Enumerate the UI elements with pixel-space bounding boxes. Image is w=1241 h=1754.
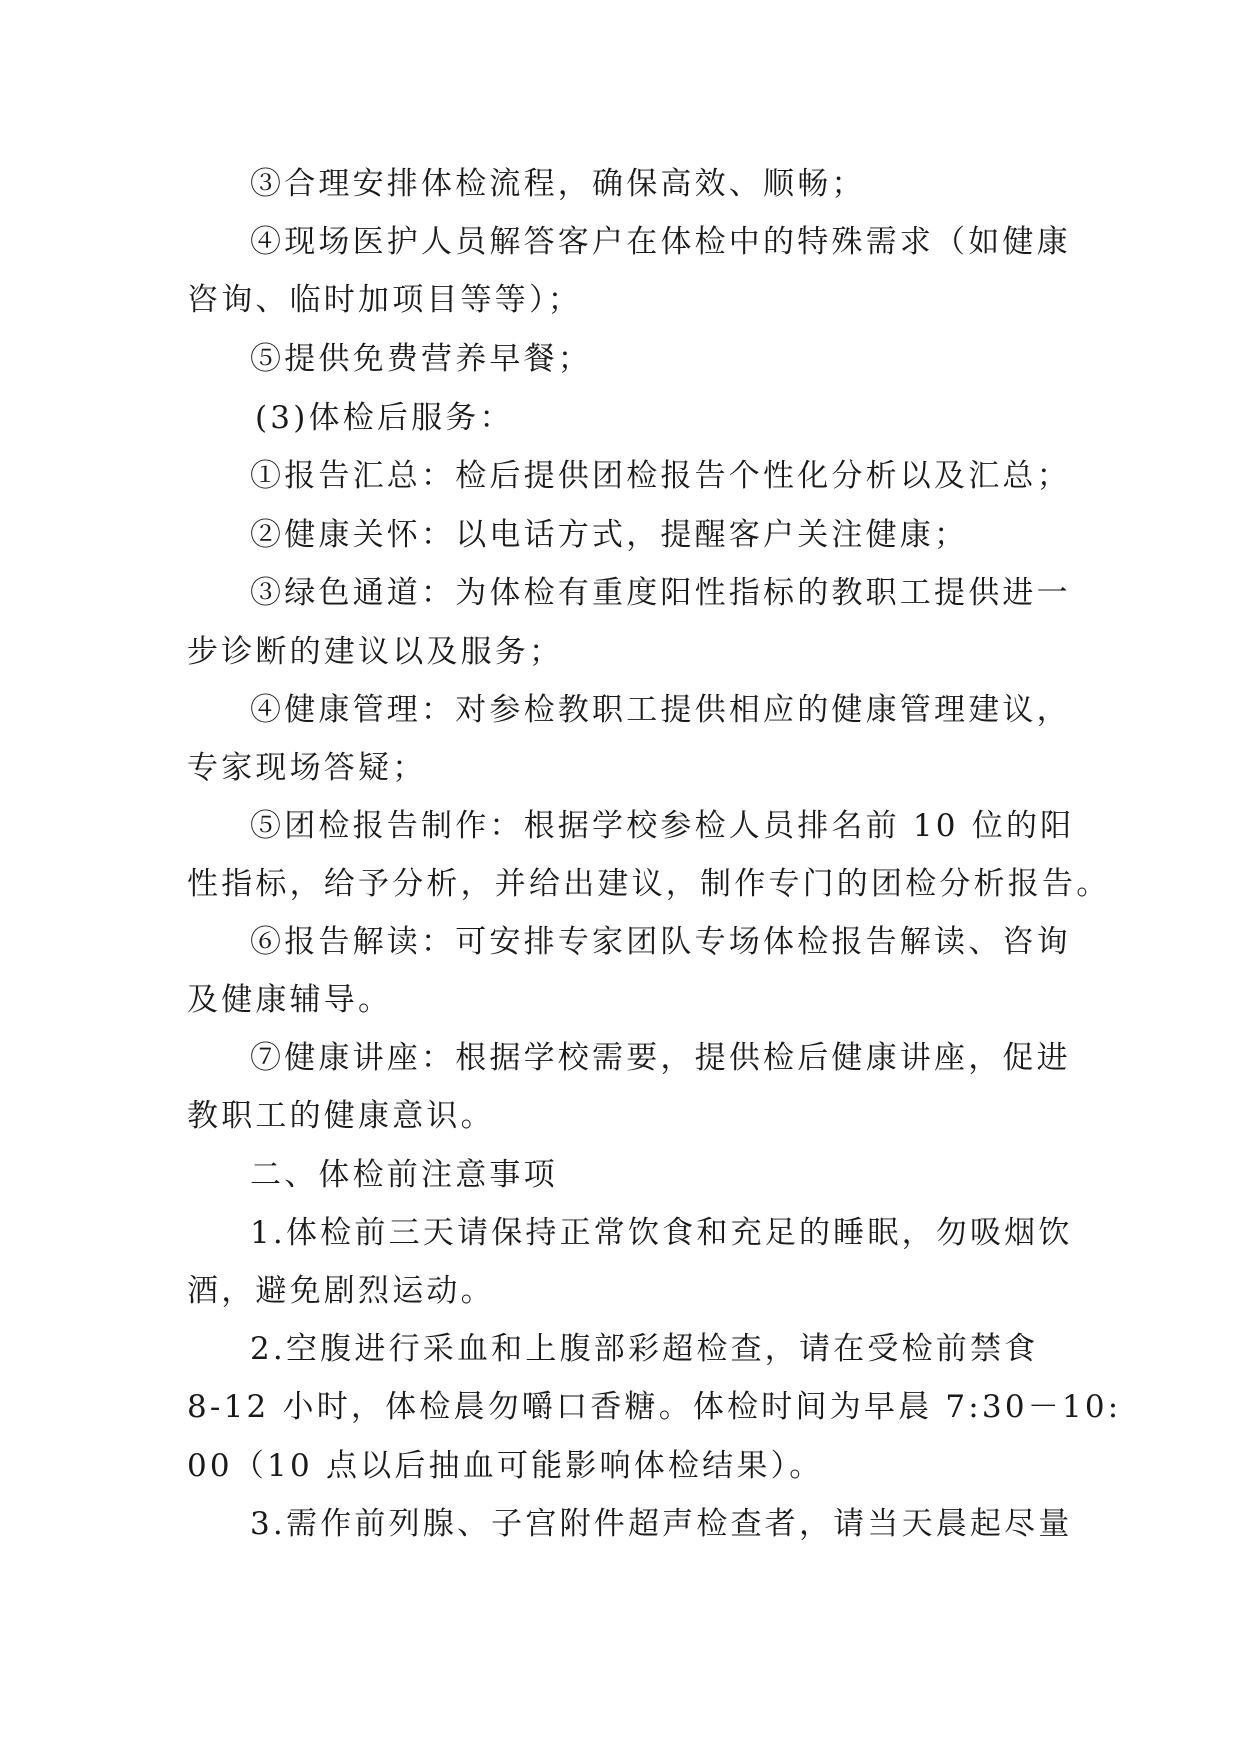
text-line: ④健康管理：对参检教职工提供相应的健康管理建议， bbox=[250, 692, 1071, 728]
text-line: 步诊断的建议以及服务； bbox=[187, 634, 564, 670]
text-line: 教职工的健康意识。 bbox=[187, 1098, 495, 1134]
text-line: 00（10 点以后抽血可能影响体检结果）。 bbox=[187, 1448, 824, 1484]
text-line: ③绿色通道：为体检有重度阳性指标的教职工提供进一 bbox=[250, 575, 1071, 611]
text-line: ②健康关怀：以电话方式，提醒客户关注健康； bbox=[250, 517, 969, 553]
text-line: ⑤提供免费营养早餐； bbox=[250, 341, 592, 377]
text-line: 咨询、临时加项目等等）； bbox=[187, 282, 582, 318]
text-line: ④现场医护人员解答客户在体检中的特殊需求（如健康 bbox=[250, 224, 1071, 260]
text-line: 及健康辅导。 bbox=[187, 982, 393, 1018]
text-line: ③合理安排体检流程，确保高效、顺畅； bbox=[250, 166, 866, 202]
text-line: 3.需作前列腺、子宫附件超声检查者，请当天晨起尽量 bbox=[250, 1506, 1073, 1542]
text-line: ⑦健康讲座：根据学校需要，提供检后健康讲座，促进 bbox=[250, 1040, 1071, 1076]
text-line: 专家现场答疑； bbox=[187, 750, 427, 786]
text-line: ⑤团检报告制作：根据学校参检人员排名前 10 位的阳 bbox=[250, 808, 1075, 844]
text-line: ①报告汇总：检后提供团检报告个性化分析以及汇总； bbox=[250, 458, 1071, 494]
text-line: 1.体检前三天请保持正常饮食和充足的睡眠，勿吸烟饮 bbox=[250, 1215, 1073, 1251]
text-line: 性指标，给予分析，并给出建议，制作专门的团检分析报告。 bbox=[187, 866, 1111, 902]
text-line: 酒，避免剧烈运动。 bbox=[187, 1273, 495, 1309]
text-line: ⑥报告解读：可安排专家团队专场体检报告解读、咨询 bbox=[250, 924, 1071, 960]
section-heading: (3)体检后服务： bbox=[255, 400, 514, 436]
text-line: 8-12 小时，体检晨勿嚼口香糖。体检时间为早晨 7:30－10: bbox=[187, 1389, 1122, 1425]
section-heading: 二、体检前注意事项 bbox=[250, 1157, 558, 1193]
text-line: 2.空腹进行采血和上腹部彩超检查，请在受检前禁食 bbox=[250, 1331, 1039, 1367]
